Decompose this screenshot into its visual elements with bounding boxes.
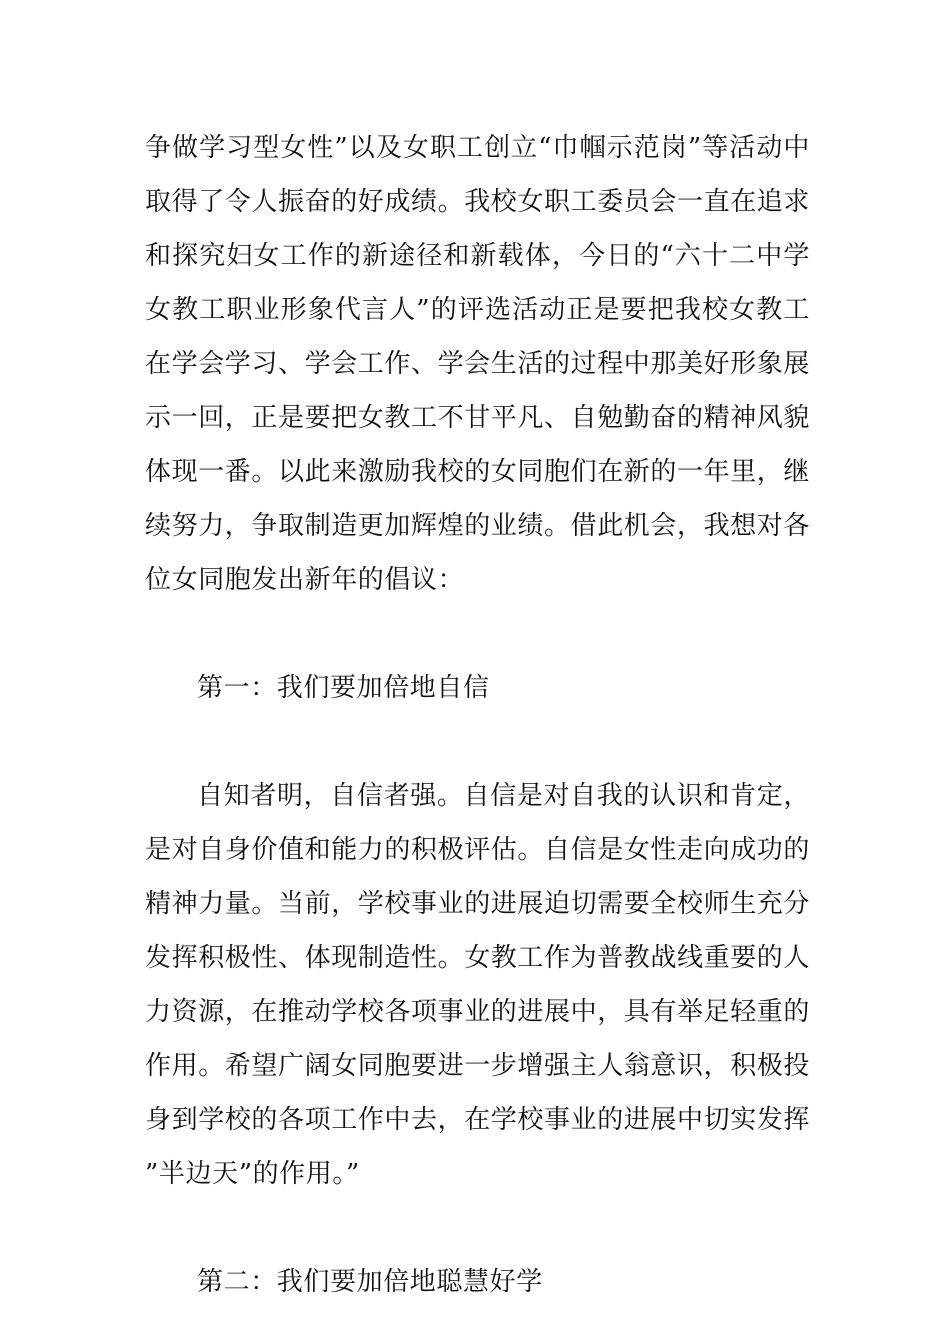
section-heading-second: 第二：我们要加倍地聪慧好学 (197, 1267, 543, 1297)
paragraph-gap (145, 715, 810, 769)
paragraph-gap (145, 1201, 810, 1255)
paragraph-confidence: 自知者明，自信者强。自信是对自我的认识和肯定，是对自身价值和能力的积极评估。自信是女性走向成功的精神力量。当前，学校事业的进展迫切需要全校师生充分发挥积极性、体现制造性。女教工作为普教战线重要的人力资源，在推动学校各项事业的进展中，具有举足轻重的作用。希望广阔女同胞要进一步增强主人翁意识，积极投身到学校的各项工作中去，在学校事业的进展中切实发挥”半边天”的作用。” (145, 781, 811, 1189)
paragraph-gap (145, 607, 810, 661)
paragraph-intro: 争做学习型女性”以及女职工创立“巾帼示范岗”等活动中取得了令人振奋的好成绩。我校女职工委员会一直在追求和探究妇女工作的新途径和新载体，今日的“六十二中学女教工职业形象代言人”的评选活动正是要把我校女教工在学会学习、学会工作、学会生活的过程中那美好形象展示一回，正是要把女教工不甘平凡、自勉勤奋的精神风貌体现一番。以此来激励我校的女同胞们在新的一年里，继续努力，争取制造更加辉煌的业绩。借此机会，我想对各位女同胞发出新年的倡议： (145, 133, 811, 595)
section-heading-first: 第一：我们要加倍地自信 (197, 673, 490, 703)
document-body (145, 121, 810, 1309)
